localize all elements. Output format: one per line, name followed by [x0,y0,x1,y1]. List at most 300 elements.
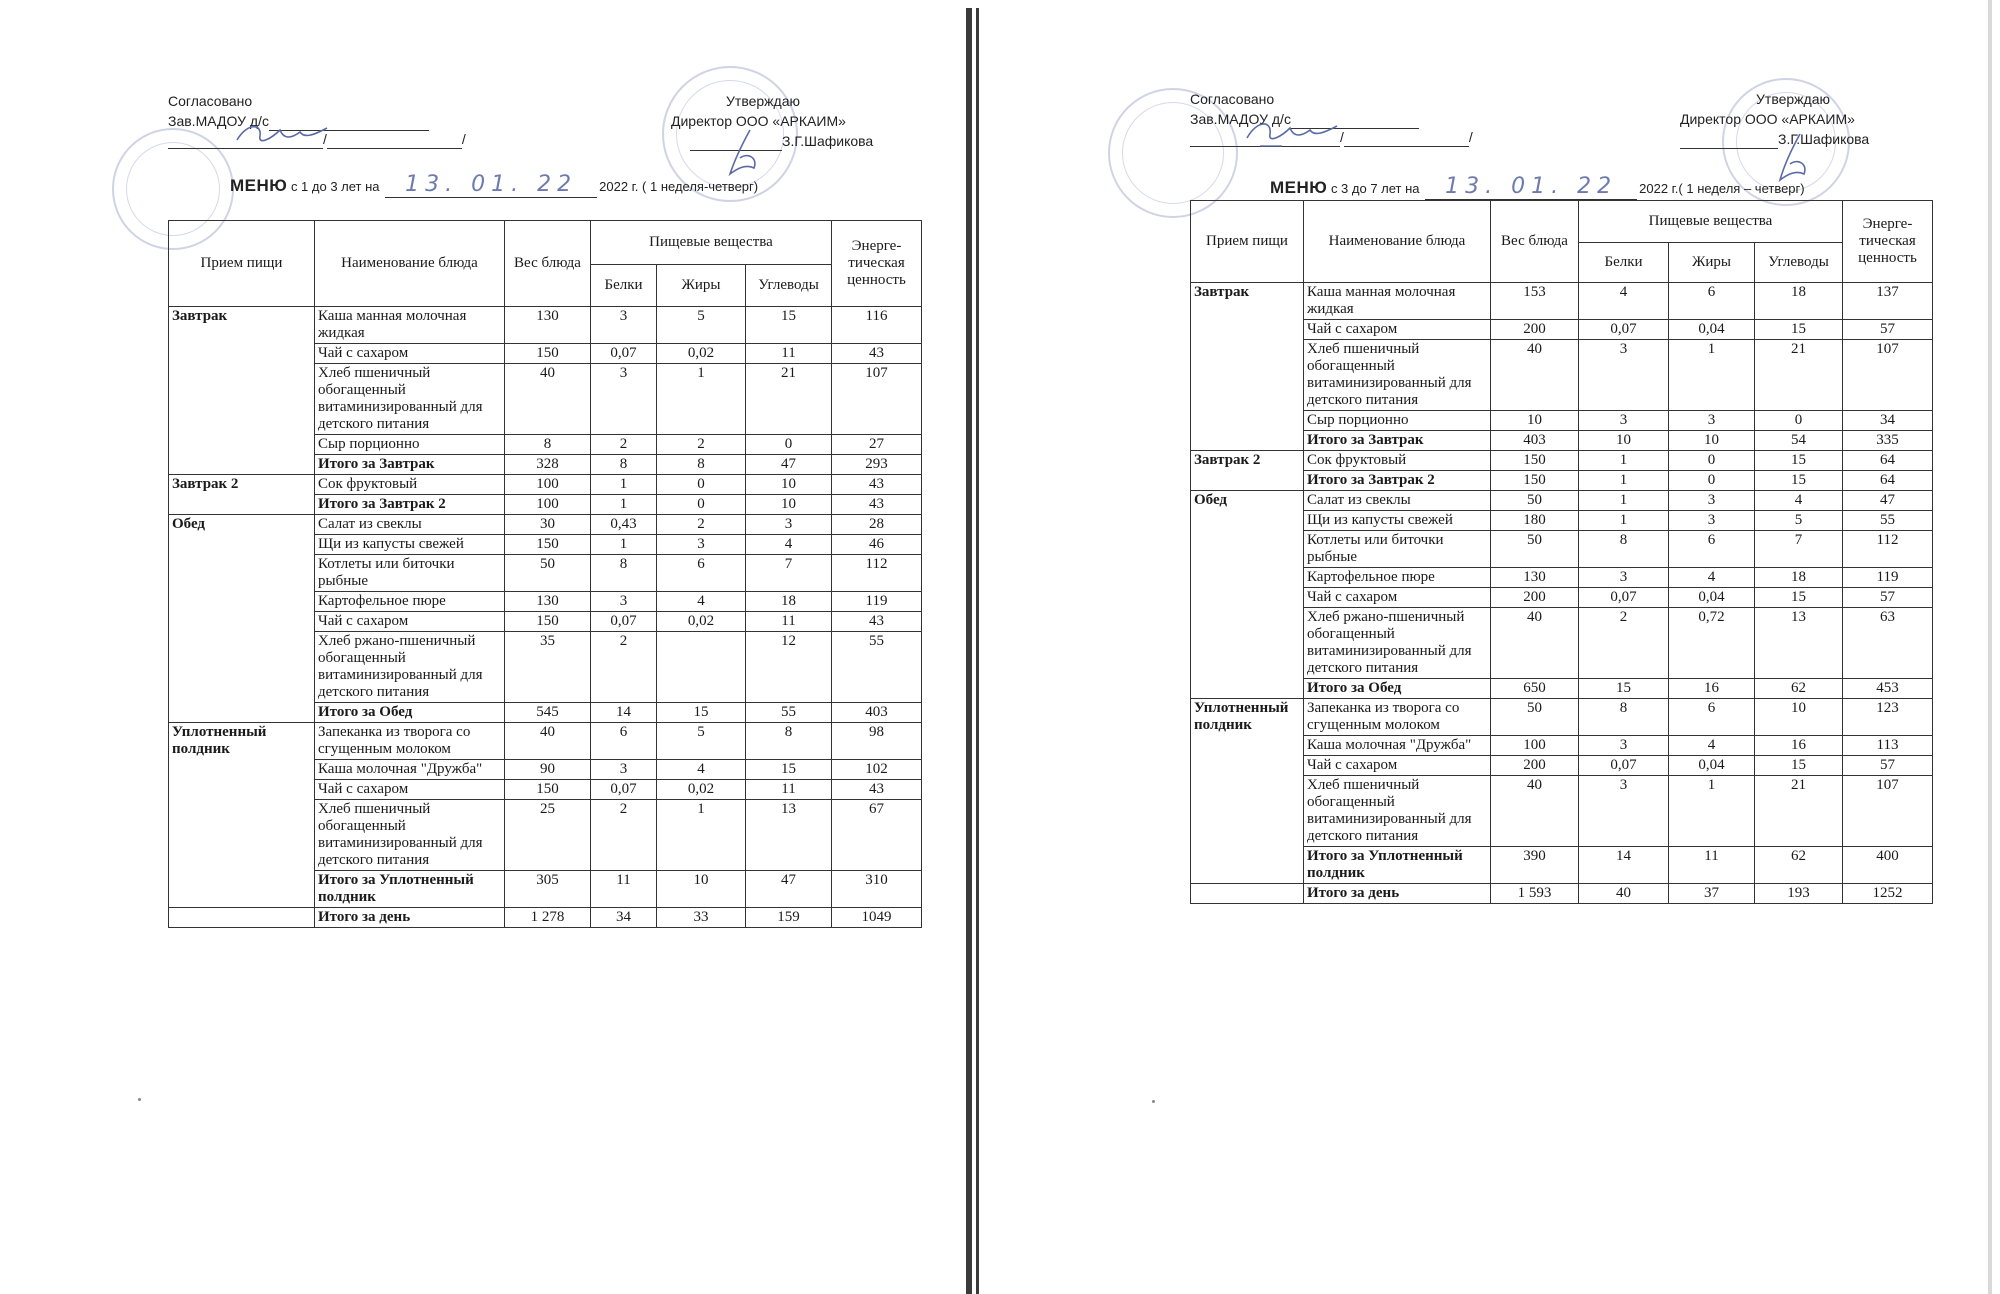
fat-cell: 0,02 [657,780,746,800]
table-row [1191,884,1933,904]
fat-cell: 15 [657,703,746,723]
carbs-cell: 12 [746,632,832,703]
fat-cell: 4 [657,592,746,612]
weight-cell: 403 [1491,431,1579,451]
menu-date: 13. 01. 22 [385,172,597,198]
dish-cell: Чай с сахаром [315,780,505,800]
protein-cell: 3 [591,307,657,344]
energy-cell: 113 [1843,736,1933,756]
col-weight: Вес блюда [505,221,591,307]
fat-cell: 3 [1669,491,1755,511]
approve-label: Утверждаю [1756,91,1830,107]
col-nutrients: Пищевые вещества [591,221,832,265]
dish-cell: Каша манная молочная жидкая [1304,283,1491,320]
meal-cell: Уплотненный полдник [169,723,315,908]
weight-cell: 100 [505,495,591,515]
sig-line-b [1344,128,1469,147]
protein-cell: 2 [1579,608,1669,679]
dish-cell: Щи из капусты свежей [315,535,505,555]
protein-cell: 3 [591,592,657,612]
table-row [169,908,922,928]
weight-cell: 130 [505,592,591,612]
energy-cell: 403 [832,703,922,723]
energy-cell: 55 [832,632,922,703]
carbs-cell: 15 [746,760,832,780]
weight-cell: 25 [505,800,591,871]
carbs-cell: 8 [746,723,832,760]
approve-label: Утверждаю [726,93,800,109]
dish-cell: Итого за Уплотненный полдник [1304,847,1491,884]
dish-cell: Чай с сахаром [1304,588,1491,608]
protein-cell: 1 [1579,491,1669,511]
weight-cell: 650 [1491,679,1579,699]
energy-cell: 1049 [832,908,922,928]
protein-cell: 0,07 [591,780,657,800]
carbs-cell: 15 [1755,471,1843,491]
carbs-cell: 62 [1755,679,1843,699]
energy-cell: 123 [1843,699,1933,736]
carbs-cell: 4 [746,535,832,555]
protein-cell: 1 [591,495,657,515]
director-role: Директор ООО «АРКАИМ» [1680,111,1855,127]
col-fat: Жиры [1669,243,1755,283]
protein-cell: 3 [1579,340,1669,411]
energy-cell: 64 [1843,451,1933,471]
menu-year: 2022 г. ( 1 неделя-четверг) [599,179,759,194]
fat-cell: 8 [657,455,746,475]
fat-cell: 4 [657,760,746,780]
col-weight: Вес блюда [1491,201,1579,283]
carbs-cell: 21 [1755,340,1843,411]
energy-cell: 119 [832,592,922,612]
carbs-cell: 54 [1755,431,1843,451]
dish-cell: Хлеб пшеничный обогащенный витаминизированный для детского питания [1304,340,1491,411]
fat-cell: 16 [1669,679,1755,699]
energy-cell: 43 [832,495,922,515]
carbs-cell: 11 [746,780,832,800]
protein-cell: 8 [1579,531,1669,568]
carbs-cell: 55 [746,703,832,723]
col-energy: Энерге-тическая ценность [832,221,922,307]
dish-cell: Каша молочная "Дружба" [315,760,505,780]
weight-cell: 40 [1491,608,1579,679]
fat-cell: 4 [1669,568,1755,588]
weight-cell: 1 593 [1491,884,1579,904]
dish-cell: Котлеты или биточки рыбные [315,555,505,592]
weight-cell: 200 [1491,756,1579,776]
table-row [169,515,922,535]
carbs-cell: 18 [746,592,832,612]
meal-cell: Обед [1191,491,1304,699]
weight-cell: 130 [505,307,591,344]
signature-head-icon [232,118,332,148]
meal-cell: Завтрак [169,307,315,475]
dish-cell: Запеканка из творога со сгущенным молоком [1304,699,1491,736]
head-role-text: Зав.МАДОУ д/с [1190,111,1291,127]
fat-cell: 1 [1669,340,1755,411]
meal-cell [169,908,315,928]
carbs-cell: 16 [1755,736,1843,756]
dish-cell: Итого за Завтрак 2 [1304,471,1491,491]
dish-cell: Щи из капусты свежей [1304,511,1491,531]
col-energy: Энерге-тическая ценность [1843,201,1933,283]
energy-cell: 43 [832,344,922,364]
carbs-cell: 21 [1755,776,1843,847]
dish-cell: Салат из свеклы [1304,491,1491,511]
protein-cell: 3 [1579,568,1669,588]
energy-cell: 107 [832,364,922,435]
menu-table [1190,200,1933,904]
col-nutrients: Пищевые вещества [1579,201,1843,243]
fat-cell: 10 [1669,431,1755,451]
col-protein: Белки [591,265,657,307]
energy-cell: 112 [1843,531,1933,568]
fat-cell: 2 [657,515,746,535]
weight-cell: 40 [505,723,591,760]
carbs-cell: 10 [746,495,832,515]
weight-cell: 50 [505,555,591,592]
energy-cell: 107 [1843,776,1933,847]
fat-cell: 0,04 [1669,756,1755,776]
energy-cell: 116 [832,307,922,344]
protein-cell: 2 [591,800,657,871]
menu-year: 2022 г.( 1 неделя – четверг) [1639,181,1805,196]
weight-cell: 545 [505,703,591,723]
dish-cell: Картофельное пюре [1304,568,1491,588]
head-role-text: Зав.МАДОУ д/с [168,113,269,129]
fat-cell: 3 [657,535,746,555]
dish-cell: Хлеб пшеничный обогащенный витаминизированный для детского питания [1304,776,1491,847]
carbs-cell: 15 [1755,451,1843,471]
fat-cell: 3 [1669,511,1755,531]
weight-cell: 130 [1491,568,1579,588]
meal-cell [1191,884,1304,904]
energy-cell: 1252 [1843,884,1933,904]
carbs-cell: 0 [1755,411,1843,431]
weight-cell: 40 [1491,776,1579,847]
protein-cell: 2 [591,435,657,455]
fat-cell: 0,02 [657,344,746,364]
carbs-cell: 3 [746,515,832,535]
meal-cell: Завтрак 2 [169,475,315,515]
protein-cell: 14 [1579,847,1669,884]
protein-cell: 2 [591,632,657,703]
col-carbs: Углеводы [746,265,832,307]
weight-cell: 150 [505,612,591,632]
fat-cell: 0 [1669,471,1755,491]
carbs-cell: 15 [1755,756,1843,776]
table-row [1191,699,1933,736]
carbs-cell: 62 [1755,847,1843,884]
page-divider [976,8,979,1294]
menu-rows [169,307,922,928]
energy-cell: 98 [832,723,922,760]
weight-cell: 200 [1491,588,1579,608]
menu-label: МЕНЮ [1270,178,1328,197]
dish-cell: Итого за день [315,908,505,928]
protein-cell: 8 [591,455,657,475]
carbs-cell: 10 [1755,699,1843,736]
protein-cell: 0,07 [591,612,657,632]
dish-cell: Сыр порционно [1304,411,1491,431]
fat-cell: 0 [1669,451,1755,471]
protein-cell: 0,07 [591,344,657,364]
weight-cell: 8 [505,435,591,455]
table-row [1191,283,1933,320]
col-dish: Наименование блюда [1304,201,1491,283]
energy-cell: 335 [1843,431,1933,451]
carbs-cell: 13 [746,800,832,871]
dish-cell: Сыр порционно [315,435,505,455]
weight-cell: 10 [1491,411,1579,431]
protein-cell: 15 [1579,679,1669,699]
menu-date: 13. 01. 22 [1425,174,1637,200]
menu-label: МЕНЮ [230,176,288,195]
head-signature-line: / / [168,130,466,149]
carbs-cell: 18 [1755,283,1843,320]
dish-cell: Хлеб ржано-пшеничный обогащенный витаминизированный для детского питания [1304,608,1491,679]
fat-cell: 0,04 [1669,588,1755,608]
weight-cell: 1 278 [505,908,591,928]
menu-page-left [0,0,970,1294]
director-sign-line [690,132,873,151]
meal-cell: Обед [169,515,315,723]
protein-cell: 1 [1579,451,1669,471]
menu-title [230,172,758,198]
weight-cell: 100 [1491,736,1579,756]
dish-cell: Чай с сахаром [315,344,505,364]
col-meal: Прием пищи [1191,201,1304,283]
weight-cell: 150 [505,344,591,364]
energy-cell: 46 [832,535,922,555]
weight-cell: 150 [1491,471,1579,491]
protein-cell: 4 [1579,283,1669,320]
dish-cell: Хлеб пшеничный обогащенный витаминизированный для детского питания [315,800,505,871]
fat-cell: 6 [1669,699,1755,736]
fat-cell: 0,02 [657,612,746,632]
dish-cell: Итого за Завтрак [315,455,505,475]
dish-cell: Чай с сахаром [1304,756,1491,776]
page-divider [966,8,972,1294]
carbs-cell: 47 [746,455,832,475]
carbs-cell: 7 [746,555,832,592]
protein-cell: 1 [1579,471,1669,491]
dish-cell: Итого за Завтрак [1304,431,1491,451]
protein-cell: 8 [591,555,657,592]
menu-age: с 1 до 3 лет на [290,179,380,194]
carbs-cell: 15 [1755,588,1843,608]
weight-cell: 150 [1491,451,1579,471]
dish-cell: Итого за Завтрак 2 [315,495,505,515]
agreed-label: Согласовано [168,93,253,109]
energy-cell: 293 [832,455,922,475]
head-signature-line: / / [1190,128,1473,147]
scan-dot [138,1098,141,1101]
dish-cell: Картофельное пюре [315,592,505,612]
energy-cell: 43 [832,780,922,800]
carbs-cell: 4 [1755,491,1843,511]
weight-cell: 50 [1491,699,1579,736]
protein-cell: 0,07 [1579,320,1669,340]
table-row [1191,451,1933,471]
energy-cell: 28 [832,515,922,535]
energy-cell: 400 [1843,847,1933,884]
dish-cell: Каша манная молочная жидкая [315,307,505,344]
energy-cell: 47 [1843,491,1933,511]
energy-cell: 43 [832,612,922,632]
protein-cell: 34 [591,908,657,928]
dish-cell: Хлеб ржано-пшеничный обогащенный витаминизированный для детского питания [315,632,505,703]
menu-rows [1191,283,1933,904]
fat-cell: 11 [1669,847,1755,884]
protein-cell: 40 [1579,884,1669,904]
dish-cell: Салат из свеклы [315,515,505,535]
energy-cell: 63 [1843,608,1933,679]
carbs-cell: 47 [746,871,832,908]
weight-cell: 35 [505,632,591,703]
col-protein: Белки [1579,243,1669,283]
col-dish: Наименование блюда [315,221,505,307]
fat-cell: 6 [1669,283,1755,320]
meal-cell: Уплотненный полдник [1191,699,1304,884]
fat-cell: 37 [1669,884,1755,904]
dish-cell: Хлеб пшеничный обогащенный витаминизированный для детского питания [315,364,505,435]
energy-cell: 57 [1843,756,1933,776]
carbs-cell: 11 [746,344,832,364]
table-row [169,723,922,760]
protein-cell: 0,43 [591,515,657,535]
dish-cell: Котлеты или биточки рыбные [1304,531,1491,568]
dish-cell: Итого за день [1304,884,1491,904]
carbs-cell: 15 [1755,320,1843,340]
weight-cell: 150 [505,535,591,555]
protein-cell: 0,07 [1579,756,1669,776]
fat-cell: 0,04 [1669,320,1755,340]
protein-cell: 1 [1579,511,1669,531]
weight-cell: 40 [1491,340,1579,411]
table-row [1191,491,1933,511]
dish-cell: Итого за Уплотненный полдник [315,871,505,908]
col-fat: Жиры [657,265,746,307]
table-row [169,307,922,344]
weight-cell: 50 [1491,491,1579,511]
signature-head-icon [1242,114,1342,150]
weight-cell: 30 [505,515,591,535]
energy-cell: 112 [832,555,922,592]
fat-cell: 5 [657,307,746,344]
fat-cell: 10 [657,871,746,908]
energy-cell: 43 [832,475,922,495]
weight-cell: 305 [505,871,591,908]
energy-cell: 453 [1843,679,1933,699]
director-name: З.Г.Шафикова [782,133,874,149]
weight-cell: 90 [505,760,591,780]
fat-cell: 6 [657,555,746,592]
energy-cell: 64 [1843,471,1933,491]
protein-cell: 8 [1579,699,1669,736]
energy-cell: 119 [1843,568,1933,588]
energy-cell: 102 [832,760,922,780]
protein-cell: 3 [1579,736,1669,756]
dish-cell: Итого за Обед [1304,679,1491,699]
fat-cell: 1 [657,364,746,435]
weight-cell: 100 [505,475,591,495]
weight-cell: 200 [1491,320,1579,340]
menu-page-right [980,0,2000,1294]
scan-edge [1988,0,1992,1294]
energy-cell: 137 [1843,283,1933,320]
fat-cell [657,632,746,703]
protein-cell: 1 [591,535,657,555]
protein-cell: 3 [591,760,657,780]
carbs-cell: 193 [1755,884,1843,904]
energy-cell: 34 [1843,411,1933,431]
weight-cell: 150 [505,780,591,800]
protein-cell: 14 [591,703,657,723]
weight-cell: 50 [1491,531,1579,568]
dish-cell: Запеканка из творога со сгущенным молоком [315,723,505,760]
carbs-cell: 18 [1755,568,1843,588]
weight-cell: 40 [505,364,591,435]
dish-cell: Чай с сахаром [315,612,505,632]
col-meal: Прием пищи [169,221,315,307]
protein-cell: 6 [591,723,657,760]
fat-cell: 2 [657,435,746,455]
protein-cell: 3 [591,364,657,435]
carbs-cell: 0 [746,435,832,455]
protein-cell: 11 [591,871,657,908]
weight-cell: 180 [1491,511,1579,531]
weight-cell: 328 [505,455,591,475]
dish-cell: Итого за Обед [315,703,505,723]
dish-cell: Чай с сахаром [1304,320,1491,340]
carbs-cell: 13 [1755,608,1843,679]
protein-cell: 0,07 [1579,588,1669,608]
director-role: Директор ООО «АРКАИМ» [671,113,846,129]
menu-title [1270,174,1805,200]
scan-dot [1152,1100,1155,1103]
protein-cell: 1 [591,475,657,495]
energy-cell: 67 [832,800,922,871]
protein-cell: 3 [1579,411,1669,431]
director-line [1680,130,1778,149]
dish-cell: Сок фруктовый [315,475,505,495]
carbs-cell: 5 [1755,511,1843,531]
fat-cell: 1 [657,800,746,871]
carbs-cell: 7 [1755,531,1843,568]
fat-cell: 5 [657,723,746,760]
agreed-label: Согласовано [1190,91,1275,107]
fat-cell: 1 [1669,776,1755,847]
meal-cell: Завтрак [1191,283,1304,451]
fat-cell: 33 [657,908,746,928]
energy-cell: 55 [1843,511,1933,531]
meal-cell: Завтрак 2 [1191,451,1304,491]
dish-cell: Каша молочная "Дружба" [1304,736,1491,756]
energy-cell: 107 [1843,340,1933,411]
sig-line-b [327,130,462,149]
weight-cell: 390 [1491,847,1579,884]
dish-cell: Сок фруктовый [1304,451,1491,471]
table-row [169,475,922,495]
fat-cell: 3 [1669,411,1755,431]
energy-cell: 27 [832,435,922,455]
fat-cell: 4 [1669,736,1755,756]
carbs-cell: 21 [746,364,832,435]
energy-cell: 57 [1843,320,1933,340]
col-carbs: Углеводы [1755,243,1843,283]
fat-cell: 6 [1669,531,1755,568]
